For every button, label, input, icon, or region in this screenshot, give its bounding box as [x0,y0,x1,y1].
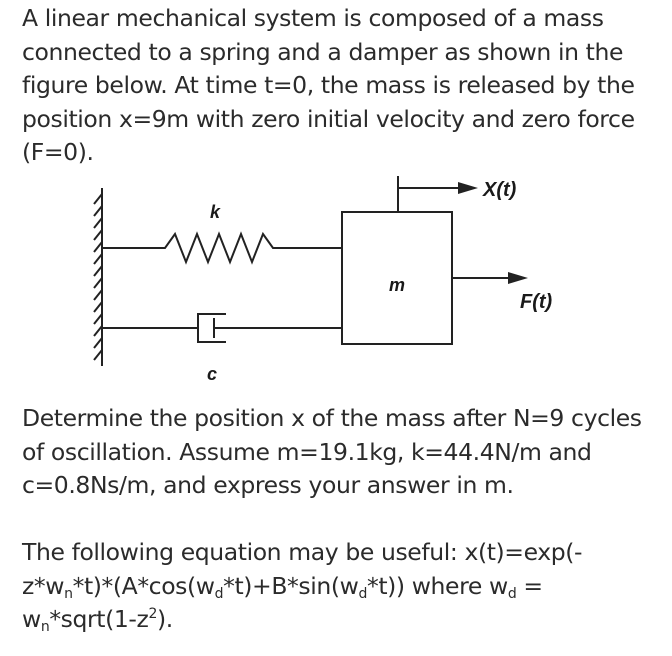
hint-text-3: *t)+B*sin(w [223,571,359,600]
hint-sub-d-1: d [214,585,224,602]
problem-question: Determine the position x of the mass after N=9 cycles of oscillation. Assume m=19.1kg, k=44.4N/m and c=0.8Ns/m, and express your answer in m. [22,404,642,499]
position-arrow [398,176,460,212]
hint-text-1: The following equation may be useful: x(t)=exp(-z*w [22,538,583,600]
hint-sub-n-1: n [64,585,73,602]
damper-label: c [207,364,218,384]
hint-sub-n-2: n [40,619,50,635]
force-label: F(t) [520,291,553,313]
hint-text-2: *t)*(A*cos(w [72,571,215,600]
problem-intro: A linear mechanical system is composed of a mass connected to a spring and a damper as shown in the figure below. At time t=0, the mass is released by the position x=9m with zero initial velocity and zero force (F=0). [22,4,635,166]
damper [102,314,342,342]
hint-sup-2: 2 [148,606,157,622]
mass-label: m [389,275,406,295]
hint-text-4: *t)) where w [366,571,508,600]
hint-sub-d-2: d [358,585,367,602]
spring-label: k [210,202,221,222]
hint-text-6: *sqrt(1-z [49,605,149,633]
spring [102,234,342,262]
hint-text-5: = w [22,571,543,633]
hint-sub-d-3: d [507,585,517,602]
wall [94,188,102,366]
position-label: X(t) [483,179,517,201]
equation-hint [22,536,658,637]
hint-text-7: ). [156,605,173,633]
mass-spring-damper-figure [80,168,600,390]
